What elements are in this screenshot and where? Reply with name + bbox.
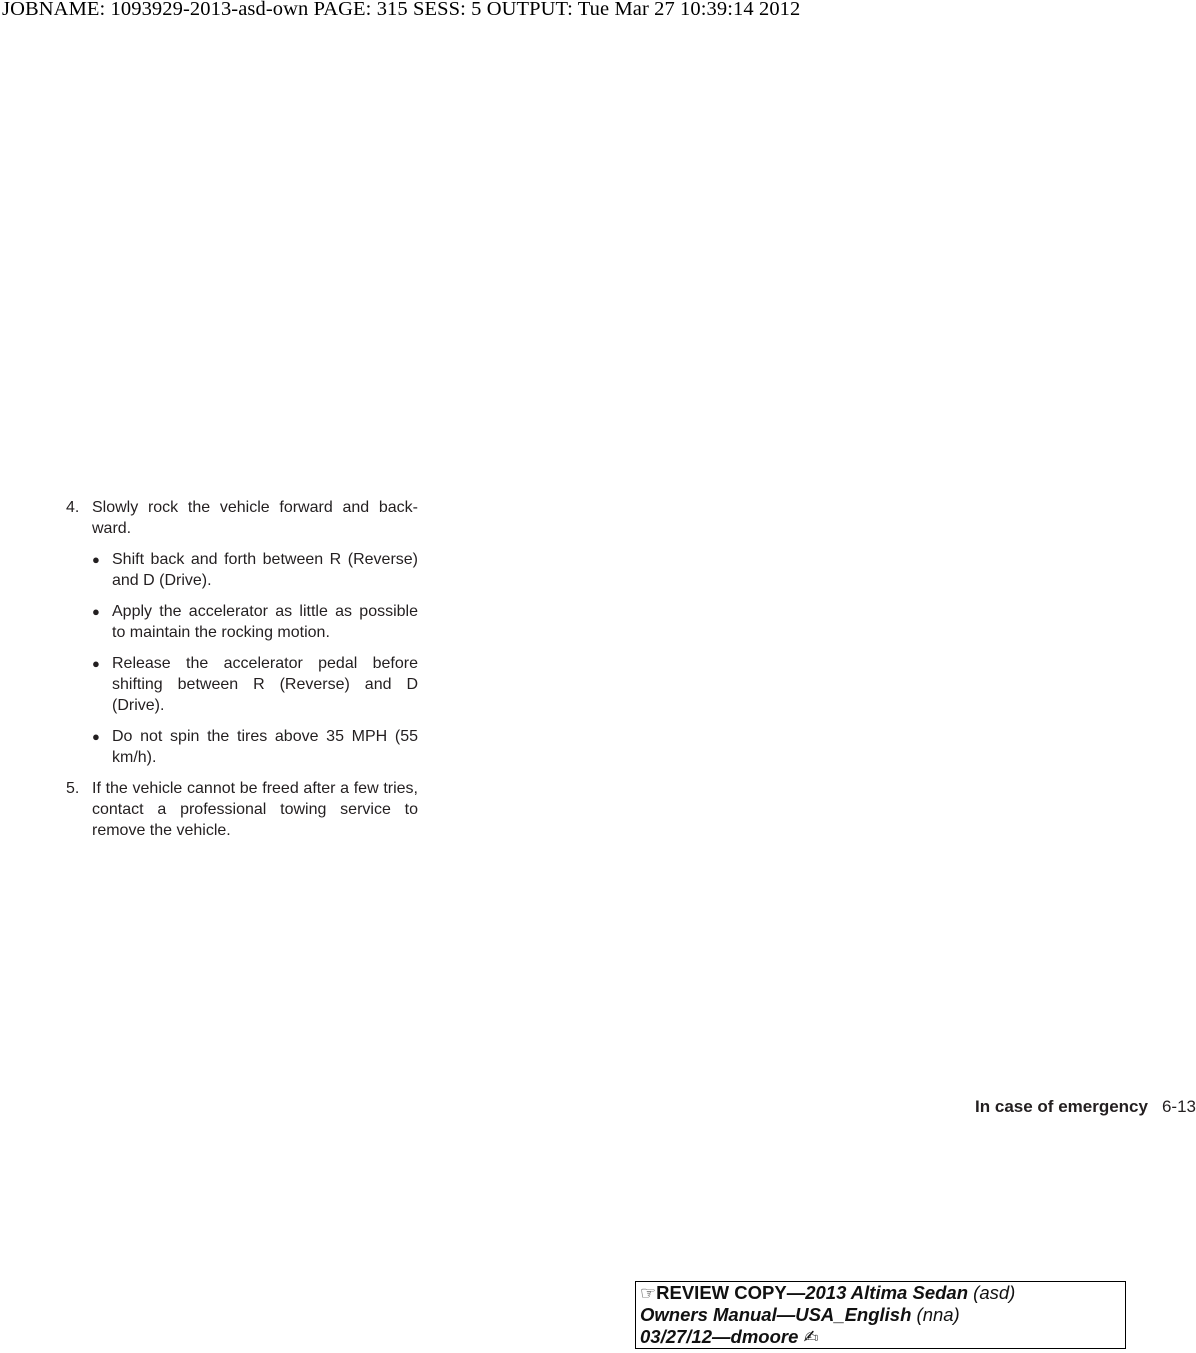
step-text: If the vehicle cannot be freed after a few tries, contact a professional towing service to remove the vehicle. [92, 780, 418, 839]
writing-hand-icon: ✍ [803, 1327, 819, 1347]
step-text: Slowly rock the vehicle forward and back-ward. [92, 499, 418, 537]
review-copy-box [635, 1281, 1126, 1349]
step-5 [66, 778, 418, 841]
bullet-icon: ● [92, 729, 100, 744]
review-line-3: 03/27/12—dmoore ✍ [640, 1326, 819, 1347]
step-4 [66, 497, 418, 539]
step-4-bullets [92, 549, 418, 768]
review-line-2: Owners Manual—USA_English (nna) [640, 1304, 960, 1325]
instructions [66, 497, 418, 851]
review-line-1: ☞REVIEW COPY—2013 Altima Sedan (asd) [640, 1282, 1016, 1303]
bullet-icon: ● [92, 604, 100, 619]
section-title: In case of emergency [975, 1097, 1148, 1116]
step-number: 5. [66, 780, 80, 797]
bullet-icon: ● [92, 552, 100, 567]
page-number: 6-13 [1161, 1097, 1196, 1116]
pointing-hand-icon: ☞ [640, 1283, 657, 1303]
step-number: 4. [66, 499, 80, 516]
bullet-icon: ● [92, 656, 100, 671]
list-item: ● Do not spin the tires above 35 MPH (55 km/h). [92, 728, 418, 766]
list-item: ● Shift back and forth between R (Reverse) and D (Drive). [92, 551, 418, 589]
list-item: ● Release the accelerator pedal before shifting between R (Reverse) and D (Drive). [92, 655, 418, 714]
list-item: ● Apply the accelerator as little as possible to maintain the rocking motion. [92, 603, 418, 641]
job-header: JOBNAME: 1093929-2013-asd-own PAGE: 315 SESS: 5 OUTPUT: Tue Mar 27 10:39:14 2012 [2, 0, 801, 20]
page-footer [940, 1097, 1196, 1117]
